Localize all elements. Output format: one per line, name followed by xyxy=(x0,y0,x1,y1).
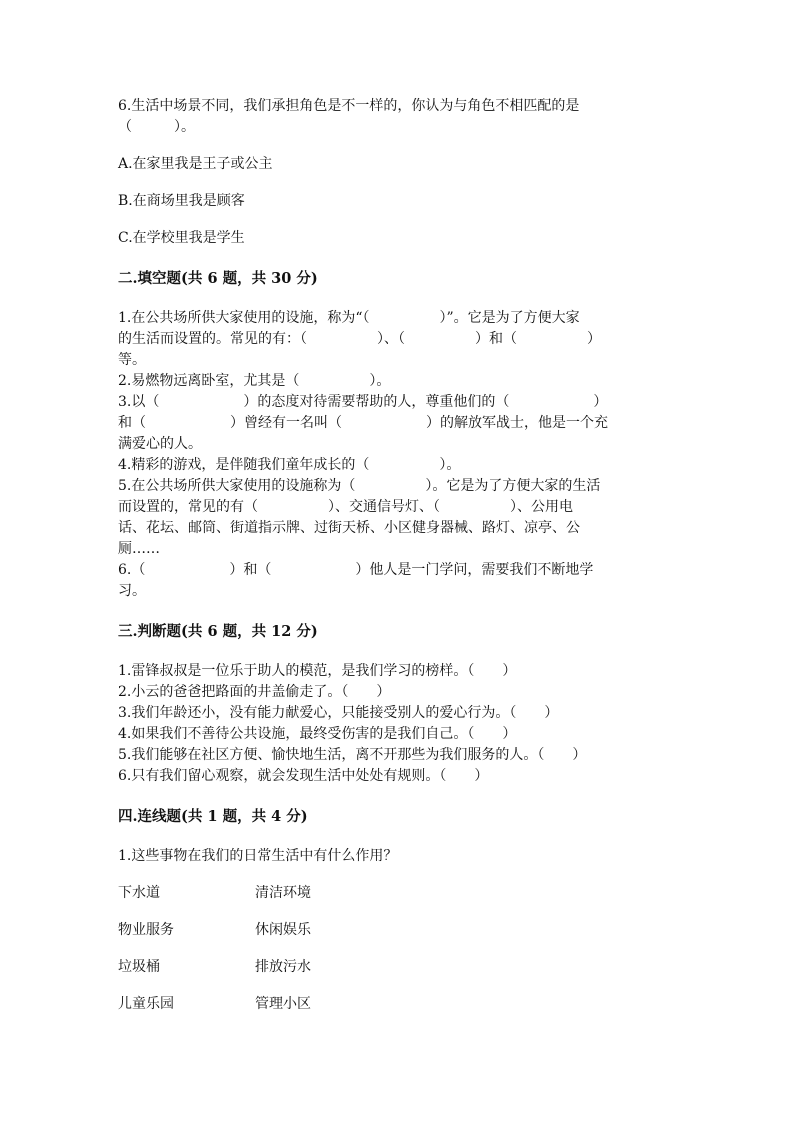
match-question: 1.这些事物在我们的日常生活中有什么作用？ xyxy=(118,848,398,864)
mc-option-b: B.在商场里我是顾客 xyxy=(118,193,245,209)
fill-line: 6.（ ）和（ ）他人是一门学问，需要我们不断地学 xyxy=(118,562,594,578)
fill-line: 5.在公共场所供大家使用的设施称为（ ）。它是为了方便大家的生活 xyxy=(118,478,601,494)
match-row xyxy=(118,883,678,904)
judge-item: 3.我们年龄还小，没有能力献爱心，只能接受别人的爱心行为。（ ） xyxy=(118,705,559,721)
fill-line: 等。 xyxy=(118,352,146,368)
fill-section xyxy=(118,268,678,602)
mc-option-a: A.在家里我是王子或公主 xyxy=(118,156,273,172)
mc-question-6 xyxy=(118,96,678,249)
judge-item: 4.如果我们不善待公共设施，最终受伤害的是我们自己。（ ） xyxy=(118,726,517,742)
judge-item: 6.只有我们留心观察，就会发现生活中处处有规则。（ ） xyxy=(118,768,489,784)
judge-item: 1.雷锋叔叔是一位乐于助人的模范，是我们学习的榜样。（ ） xyxy=(118,663,517,679)
judge-section xyxy=(118,621,678,787)
match-right-item: 管理小区 xyxy=(255,996,311,1012)
match-row xyxy=(118,957,678,978)
match-row xyxy=(118,920,678,941)
mc-q6-line2: （ ）。 xyxy=(118,119,195,135)
fill-line: 4.精彩的游戏，是伴随我们童年成长的（ ）。 xyxy=(118,457,461,473)
match-left-item: 下水道 xyxy=(118,885,160,901)
fill-line: 而设置的，常见的有（ ）、交通信号灯、（ ）、公用电 xyxy=(118,499,573,515)
judge-item: 2.小云的爸爸把路面的井盖偷走了。（ ） xyxy=(118,684,391,700)
fill-line: 2.易燃物远离卧室，尤其是（ ）。 xyxy=(118,373,391,389)
fill-line: 3.以（ ）的态度对待需要帮助的人，尊重他们的（ ） xyxy=(118,394,608,410)
match-left-item: 儿童乐园 xyxy=(118,996,174,1012)
match-row xyxy=(118,994,678,1015)
fill-line: 话、花坛、邮筒、街道指示牌、过街天桥、小区健身器械、路灯、凉亭、公 xyxy=(118,520,580,536)
fill-line: 厕…… xyxy=(118,541,160,557)
fill-heading: 二.填空题(共 6 题，共 30 分) xyxy=(118,270,318,287)
match-right-item: 排放污水 xyxy=(255,959,311,975)
mc-q6-line1: 6.生活中场景不同，我们承担角色是不一样的，你认为与角色不相匹配的是 xyxy=(118,98,580,114)
match-right-item: 清洁环境 xyxy=(255,885,311,901)
judge-heading: 三.判断题(共 6 题，共 12 分) xyxy=(118,623,318,640)
fill-line: 满爱心的人。 xyxy=(118,436,202,452)
match-heading: 四.连线题(共 1 题，共 4 分) xyxy=(118,808,308,825)
match-left-item: 物业服务 xyxy=(118,922,174,938)
match-left-item: 垃圾桶 xyxy=(118,959,160,975)
mc-option-c: C.在学校里我是学生 xyxy=(118,230,245,246)
fill-line: 1.在公共场所供大家使用的设施，称为“（ ）”。它是为了方便大家 xyxy=(118,310,580,326)
match-section xyxy=(118,806,678,1015)
exam-page xyxy=(118,96,678,1015)
fill-line: 的生活而设置的。常见的有：（ ）、（ ）和（ ） xyxy=(118,331,601,347)
judge-item: 5.我们能够在社区方便、愉快地生活，离不开那些为我们服务的人。（ ） xyxy=(118,747,587,763)
fill-line: 和（ ）曾经有一名叫（ ）的解放军战士，他是一个充 xyxy=(118,415,608,431)
match-right-item: 休闲娱乐 xyxy=(255,922,311,938)
fill-line: 习。 xyxy=(118,583,146,599)
